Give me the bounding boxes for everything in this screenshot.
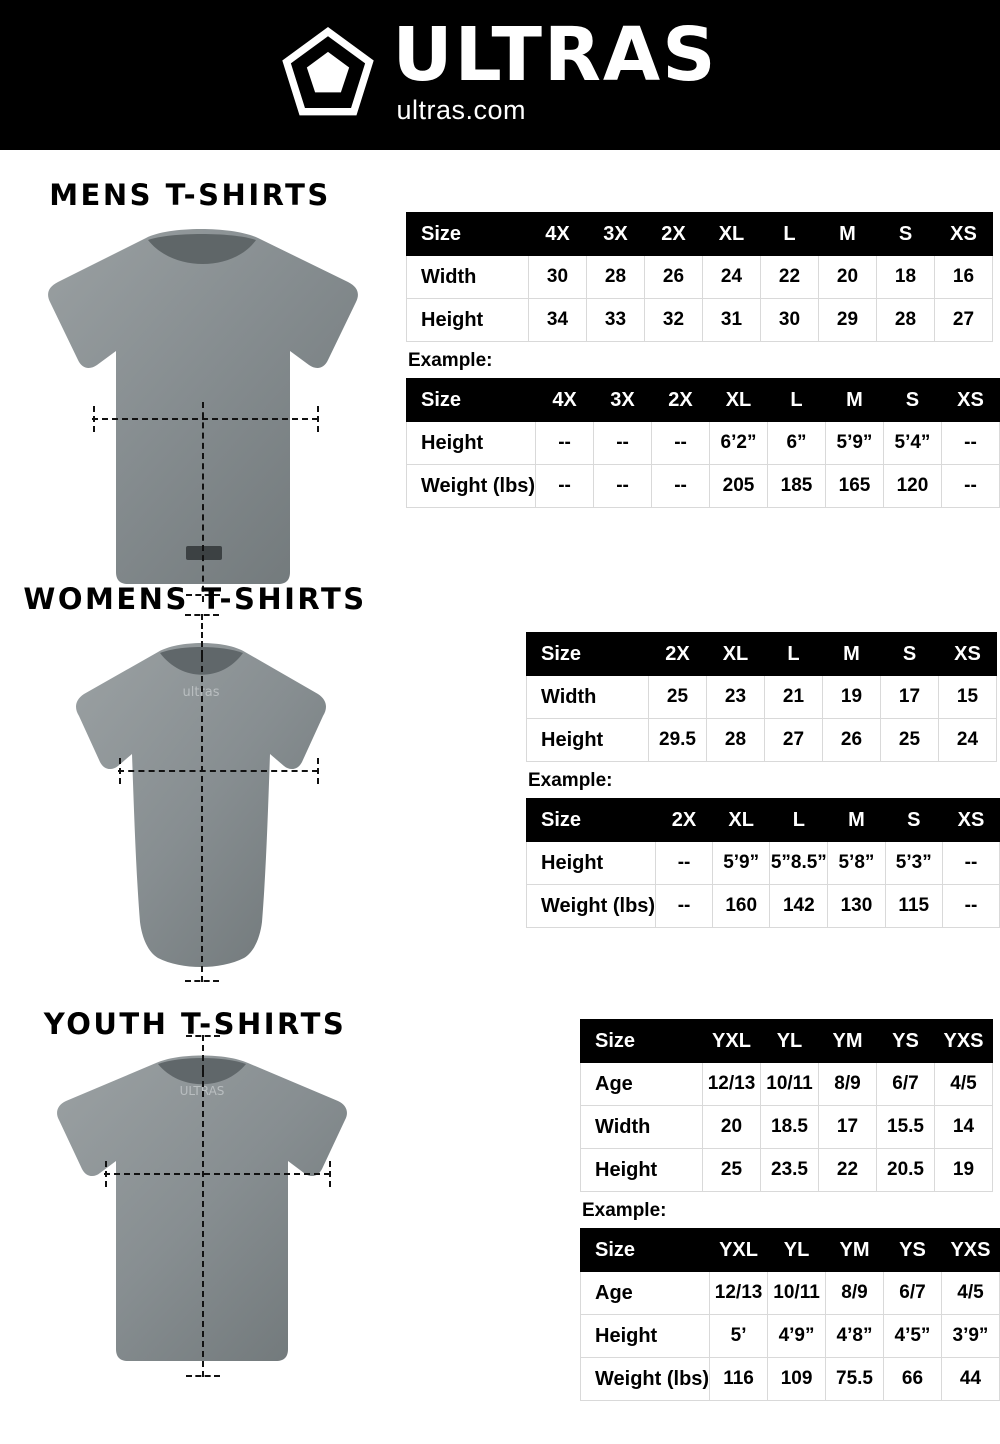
cell: 30 <box>529 256 587 299</box>
cell: -- <box>941 422 999 465</box>
col-3x: 3X <box>594 379 652 422</box>
mens-size-table <box>406 212 993 342</box>
cell: 15.5 <box>877 1106 935 1149</box>
cell: 115 <box>885 885 942 928</box>
col-size: Size <box>407 213 529 256</box>
cell: 25 <box>881 719 939 762</box>
mens-tshirt-illustration <box>18 220 388 600</box>
col-yxl: YXL <box>703 1020 761 1063</box>
col-ym: YM <box>819 1020 877 1063</box>
cell: 10/11 <box>761 1063 819 1106</box>
col-size: Size <box>581 1020 703 1063</box>
cell: 5’8” <box>828 842 885 885</box>
womens-example-table <box>526 798 1000 928</box>
row-label-width: Width <box>527 676 649 719</box>
cell: 5’3” <box>885 842 942 885</box>
cell: 28 <box>587 256 645 299</box>
table-row <box>527 676 997 719</box>
cell: 165 <box>825 465 883 508</box>
col-size: Size <box>581 1229 710 1272</box>
col-l: L <box>765 633 823 676</box>
youth-example-table <box>580 1228 1000 1401</box>
brand-url: ultras.com <box>396 94 527 125</box>
col-xl: XL <box>710 379 768 422</box>
cell: 20 <box>703 1106 761 1149</box>
col-ys: YS <box>884 1229 942 1272</box>
row-label-height: Height <box>407 299 529 342</box>
site-header <box>0 0 1000 150</box>
col-m: M <box>823 633 881 676</box>
col-l: L <box>768 379 826 422</box>
brand-name: ULTRAS <box>392 12 718 99</box>
col-yxs: YXS <box>935 1020 993 1063</box>
col-l: L <box>761 213 819 256</box>
womens-width-guide-left-tick <box>119 758 121 784</box>
col-2x: 2X <box>656 799 713 842</box>
table-header-row <box>407 213 993 256</box>
cell: 12/13 <box>703 1063 761 1106</box>
cell: 27 <box>765 719 823 762</box>
cell: 109 <box>768 1358 826 1401</box>
cell: 23.5 <box>761 1149 819 1192</box>
cell: 12/13 <box>710 1272 768 1315</box>
cell: 32 <box>645 299 703 342</box>
cell: -- <box>656 842 713 885</box>
womens-tshirt-illustration <box>30 622 370 992</box>
cell: 30 <box>761 299 819 342</box>
col-l: L <box>770 799 828 842</box>
cell: 15 <box>939 676 997 719</box>
cell: -- <box>594 422 652 465</box>
col-size: Size <box>527 633 649 676</box>
row-label-width: Width <box>407 256 529 299</box>
table-header-row <box>527 633 997 676</box>
cell: -- <box>594 465 652 508</box>
cell: 28 <box>707 719 765 762</box>
cell: 6’2” <box>710 422 768 465</box>
womens-tables <box>526 632 1000 928</box>
mens-example-label: Example: <box>408 350 493 371</box>
cell: 23 <box>707 676 765 719</box>
col-yl: YL <box>761 1020 819 1063</box>
table-row <box>407 465 1000 508</box>
col-xs: XS <box>935 213 993 256</box>
col-m: M <box>828 799 885 842</box>
col-yl: YL <box>768 1229 826 1272</box>
col-m: M <box>825 379 883 422</box>
row-label-weight: Weight (lbs) <box>581 1358 710 1401</box>
cell: 34 <box>529 299 587 342</box>
cell: -- <box>536 422 594 465</box>
cell: 17 <box>881 676 939 719</box>
womens-height-guide <box>201 656 203 982</box>
table-header-row <box>407 379 1000 422</box>
cell: 6” <box>768 422 826 465</box>
row-label-width: Width <box>581 1106 703 1149</box>
cell: 24 <box>703 256 761 299</box>
col-yxs: YXS <box>941 1229 999 1272</box>
youth-example-label: Example: <box>582 1200 667 1221</box>
cell: 18 <box>877 256 935 299</box>
cell: -- <box>656 885 713 928</box>
table-header-row <box>581 1229 1000 1272</box>
youth-tshirt-illustration <box>30 1047 370 1387</box>
table-row <box>407 256 993 299</box>
cell: 75.5 <box>826 1358 884 1401</box>
cell: -- <box>942 842 999 885</box>
cell: 5’ <box>710 1315 768 1358</box>
svg-text:ULTRAS: ULTRAS <box>179 1084 225 1098</box>
col-4x: 4X <box>536 379 594 422</box>
row-label-height: Height <box>407 422 536 465</box>
cell: -- <box>652 422 710 465</box>
cell: 22 <box>819 1149 877 1192</box>
cell: 4’8” <box>826 1315 884 1358</box>
col-s: S <box>877 213 935 256</box>
svg-text:ultras: ultras <box>182 685 220 700</box>
mens-height-guide <box>202 402 204 602</box>
cell: -- <box>942 885 999 928</box>
cell: 6/7 <box>884 1272 942 1315</box>
cell: -- <box>941 465 999 508</box>
row-label-weight: Weight (lbs) <box>407 465 536 508</box>
col-s: S <box>881 633 939 676</box>
col-3x: 3X <box>587 213 645 256</box>
womens-width-guide-right-tick <box>317 758 319 784</box>
row-label-height: Height <box>527 842 656 885</box>
col-s: S <box>885 799 942 842</box>
mens-width-guide-left-tick <box>93 406 95 432</box>
mens-section-title: MENS T-SHIRTS <box>49 178 331 212</box>
mens-example-table <box>406 378 1000 508</box>
table-row <box>581 1358 1000 1401</box>
table-row <box>407 299 993 342</box>
cell: 14 <box>935 1106 993 1149</box>
youth-height-guide-top-tick <box>202 1035 204 1071</box>
table-row <box>527 719 997 762</box>
cell: 33 <box>587 299 645 342</box>
table-row <box>527 885 1000 928</box>
col-xl: XL <box>713 799 770 842</box>
table-header-row <box>581 1020 993 1063</box>
cell: 20 <box>819 256 877 299</box>
cell: 4/5 <box>935 1063 993 1106</box>
cell: 28 <box>877 299 935 342</box>
youth-width-guide-right-tick <box>329 1161 331 1187</box>
cell: -- <box>652 465 710 508</box>
cell: 5’9” <box>713 842 770 885</box>
youth-width-guide-left-tick <box>105 1161 107 1187</box>
table-header-row <box>527 799 1000 842</box>
col-size: Size <box>407 379 536 422</box>
cell: 26 <box>645 256 703 299</box>
cell: 142 <box>770 885 828 928</box>
col-2x: 2X <box>652 379 710 422</box>
table-row <box>581 1063 993 1106</box>
cell: 5”8.5” <box>770 842 828 885</box>
cell: 4’9” <box>768 1315 826 1358</box>
cell: 120 <box>883 465 941 508</box>
cell: 6/7 <box>877 1063 935 1106</box>
cell: 8/9 <box>819 1063 877 1106</box>
col-xs: XS <box>942 799 999 842</box>
col-ym: YM <box>826 1229 884 1272</box>
pentagon-logo-icon <box>282 27 374 119</box>
cell: 27 <box>935 299 993 342</box>
cell: 18.5 <box>761 1106 819 1149</box>
col-xl: XL <box>703 213 761 256</box>
col-m: M <box>819 213 877 256</box>
cell: -- <box>536 465 594 508</box>
youth-height-guide-top-cap <box>186 1035 220 1037</box>
womens-example-label: Example: <box>528 770 613 791</box>
youth-size-table <box>580 1019 993 1192</box>
cell: 205 <box>710 465 768 508</box>
cell: 185 <box>768 465 826 508</box>
table-row <box>581 1315 1000 1358</box>
col-4x: 4X <box>529 213 587 256</box>
youth-height-guide-bottom-tick <box>186 1375 220 1377</box>
youth-width-guide <box>104 1173 330 1175</box>
cell: 29 <box>819 299 877 342</box>
cell: 116 <box>710 1358 768 1401</box>
womens-section-title: WOMENS T-SHIRTS <box>23 582 367 616</box>
cell: 29.5 <box>649 719 707 762</box>
cell: 20.5 <box>877 1149 935 1192</box>
womens-height-guide-bottom-tick <box>185 980 219 982</box>
table-row <box>527 842 1000 885</box>
cell: 5’9” <box>825 422 883 465</box>
cell: 4/5 <box>941 1272 999 1315</box>
row-label-height: Height <box>581 1315 710 1358</box>
cell: 19 <box>823 676 881 719</box>
col-xs: XS <box>939 633 997 676</box>
cell: 25 <box>703 1149 761 1192</box>
womens-width-guide <box>118 770 318 772</box>
cell: 160 <box>713 885 770 928</box>
youth-section-title: YOUTH T-SHIRTS <box>43 1007 347 1041</box>
cell: 31 <box>703 299 761 342</box>
col-size: Size <box>527 799 656 842</box>
col-xl: XL <box>707 633 765 676</box>
col-s: S <box>883 379 941 422</box>
youth-height-guide <box>202 1071 204 1377</box>
cell: 22 <box>761 256 819 299</box>
cell: 25 <box>649 676 707 719</box>
womens-size-table <box>526 632 997 762</box>
row-label-height: Height <box>581 1149 703 1192</box>
cell: 8/9 <box>826 1272 884 1315</box>
youth-tables <box>580 1019 1000 1401</box>
row-label-weight: Weight (lbs) <box>527 885 656 928</box>
womens-height-guide-top-tick <box>201 614 203 656</box>
cell: 17 <box>819 1106 877 1149</box>
cell: 24 <box>939 719 997 762</box>
cell: 44 <box>941 1358 999 1401</box>
mens-width-guide <box>92 418 318 420</box>
col-ys: YS <box>877 1020 935 1063</box>
table-row <box>581 1149 993 1192</box>
cell: 26 <box>823 719 881 762</box>
table-row <box>581 1272 1000 1315</box>
cell: 10/11 <box>768 1272 826 1315</box>
cell: 16 <box>935 256 993 299</box>
col-yxl: YXL <box>710 1229 768 1272</box>
cell: 130 <box>828 885 885 928</box>
row-label-age: Age <box>581 1063 703 1106</box>
cell: 3’9” <box>941 1315 999 1358</box>
cell: 19 <box>935 1149 993 1192</box>
cell: 4’5” <box>884 1315 942 1358</box>
col-xs: XS <box>941 379 999 422</box>
table-row <box>407 422 1000 465</box>
womens-height-guide-top-cap <box>185 614 219 616</box>
mens-tables <box>406 212 1000 508</box>
table-row <box>581 1106 993 1149</box>
col-2x: 2X <box>645 213 703 256</box>
col-2x: 2X <box>649 633 707 676</box>
row-label-height: Height <box>527 719 649 762</box>
cell: 5’4” <box>883 422 941 465</box>
mens-width-guide-right-tick <box>317 406 319 432</box>
row-label-age: Age <box>581 1272 710 1315</box>
cell: 21 <box>765 676 823 719</box>
cell: 66 <box>884 1358 942 1401</box>
